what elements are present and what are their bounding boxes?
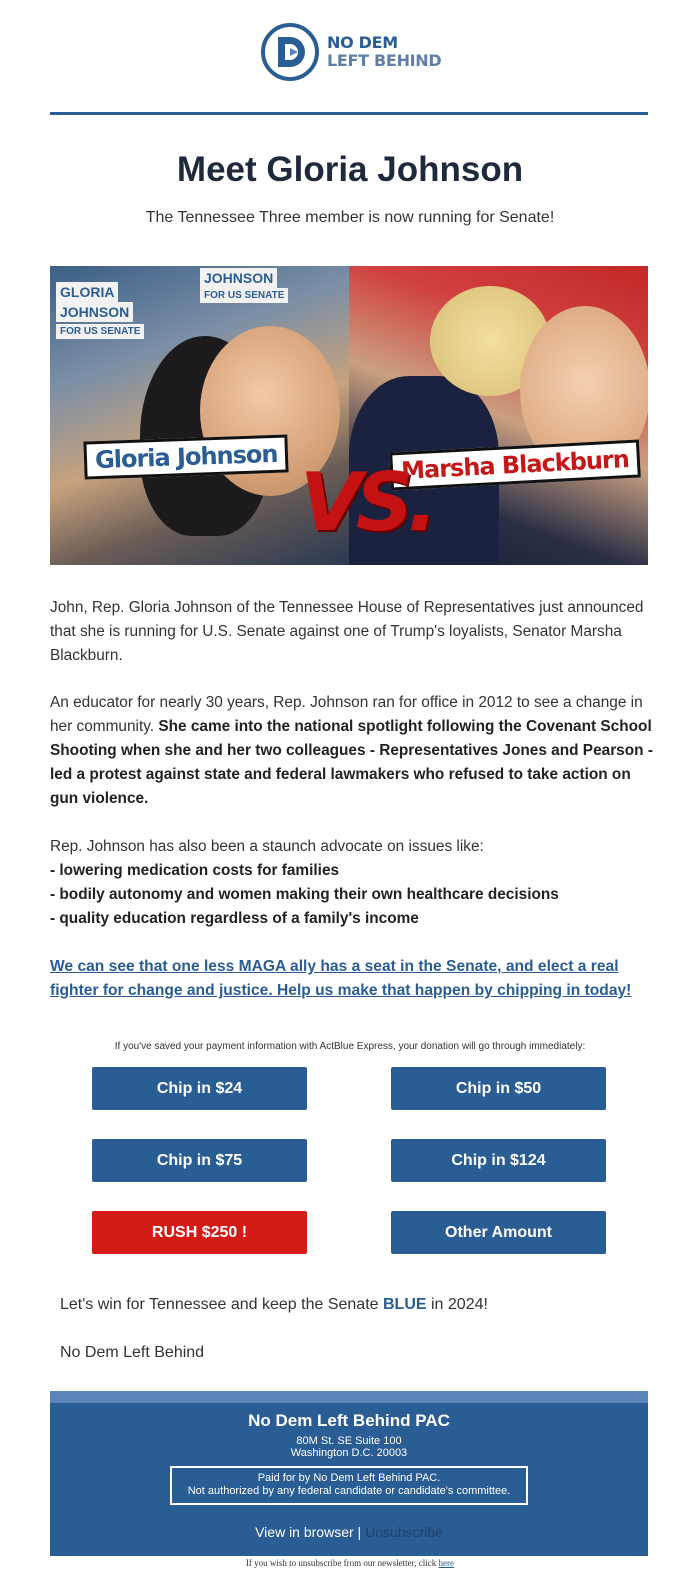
hero-sign: JOHNSON: [56, 302, 133, 322]
footer-links: [50, 1524, 648, 1540]
actblue-note: If you've saved your payment information with ActBlue Express, your donation will go through immediately:: [114, 1041, 586, 1052]
logo-line-2: LEFT BEHIND: [327, 51, 442, 70]
paragraph-bio-plain: An educator for nearly 30 years, Rep. Johnson ran for office in 2012 to see a change in her community.: [50, 694, 643, 735]
hero-sign: GLORIA: [56, 282, 118, 302]
paid-for-disclaimer: [170, 1466, 528, 1505]
unsubscribe-here-link[interactable]: here: [438, 1558, 455, 1568]
hero-sign: FOR US SENATE: [56, 324, 144, 339]
paragraph-issues: [50, 835, 655, 931]
footer: [50, 1391, 648, 1556]
email-header: [0, 0, 700, 114]
disclaimer-line-1: Paid for by No Dem Left Behind PAC.: [257, 1472, 441, 1484]
unsubscribe-footnote: [0, 1558, 700, 1568]
logo-line-1: NO DEM: [327, 33, 398, 52]
closing-blue: BLUE: [382, 1296, 427, 1313]
disclaimer-line-2: Not authorized by any federal candidate or candidate's committee.: [187, 1485, 511, 1497]
other-amount-button[interactable]: Other Amount: [391, 1211, 606, 1254]
rush-250-button[interactable]: RUSH $250 !: [92, 1211, 307, 1254]
footnote-text: If you wish to unsubscribe from our newsletter, click: [245, 1558, 439, 1568]
donate-cta-link[interactable]: We can see that one less MAGA ally has a seat in the Senate, and elect a real fighter for change and justice. Help us make that happen by chipping in today!: [50, 958, 632, 999]
issues-intro: Rep. Johnson has also been a staunch advocate on issues like:: [50, 838, 484, 855]
footer-top-bar: [50, 1391, 648, 1403]
issue-item: - bodily autonomy and women making their own healthcare decisions: [50, 886, 559, 903]
view-in-browser-link[interactable]: View in browser: [255, 1524, 354, 1540]
closing-line: [60, 1296, 488, 1314]
header-divider: [50, 112, 648, 115]
logo-d-icon[interactable]: [260, 22, 320, 82]
logo-text[interactable]: [327, 34, 441, 70]
hero-label-left: Gloria Johnson: [83, 434, 289, 479]
closing-after: in 2024!: [426, 1296, 488, 1313]
paragraph-intro: John, Rep. Gloria Johnson of the Tennessee House of Representatives just announced that she is running for U.S. Senate against one of Trump's loyalists, Senator Marsha Blackburn.: [50, 599, 644, 664]
footer-link-separator: |: [353, 1524, 366, 1540]
unsubscribe-link[interactable]: Unsubscribe: [365, 1524, 443, 1540]
issue-item: - lowering medication costs for families: [50, 862, 340, 879]
hero-sign: FOR US SENATE: [200, 288, 288, 303]
footer-address-line-1: 80M St. SE Suite 100: [296, 1435, 402, 1447]
issues-list: [50, 859, 655, 931]
chip-in-50-button[interactable]: Chip in $50: [391, 1067, 606, 1110]
paragraph-bio: [50, 691, 655, 811]
closing-before: Let's win for Tennessee and keep the Senate: [60, 1296, 383, 1313]
footer-address-line-2: Washington D.C. 20003: [290, 1447, 408, 1459]
hero-image[interactable]: [50, 266, 648, 565]
hero-vs: VS.: [300, 456, 432, 549]
footer-address: [50, 1435, 648, 1459]
hero-sign: JOHNSON: [200, 268, 277, 288]
hero-label-right: Marsha Blackburn: [389, 439, 641, 490]
issue-item: - quality education regardless of a family's income: [50, 910, 419, 927]
page-subtitle: The Tennessee Three member is now running for Senate!: [145, 209, 555, 226]
footer-org-name: No Dem Left Behind PAC: [248, 1411, 450, 1430]
paragraph-bio-bold: She came into the national spotlight following the Covenant School Shooting when she and her two colleagues - Representatives Jones and Pearson - led a protest against state and federal lawmakers who refused to take action on gun violence.: [50, 718, 653, 807]
page-title: Meet Gloria Johnson: [176, 150, 524, 189]
chip-in-24-button[interactable]: Chip in $24: [92, 1067, 307, 1110]
chip-in-124-button[interactable]: Chip in $124: [391, 1139, 606, 1182]
chip-in-75-button[interactable]: Chip in $75: [92, 1139, 307, 1182]
signoff: No Dem Left Behind: [60, 1344, 205, 1361]
